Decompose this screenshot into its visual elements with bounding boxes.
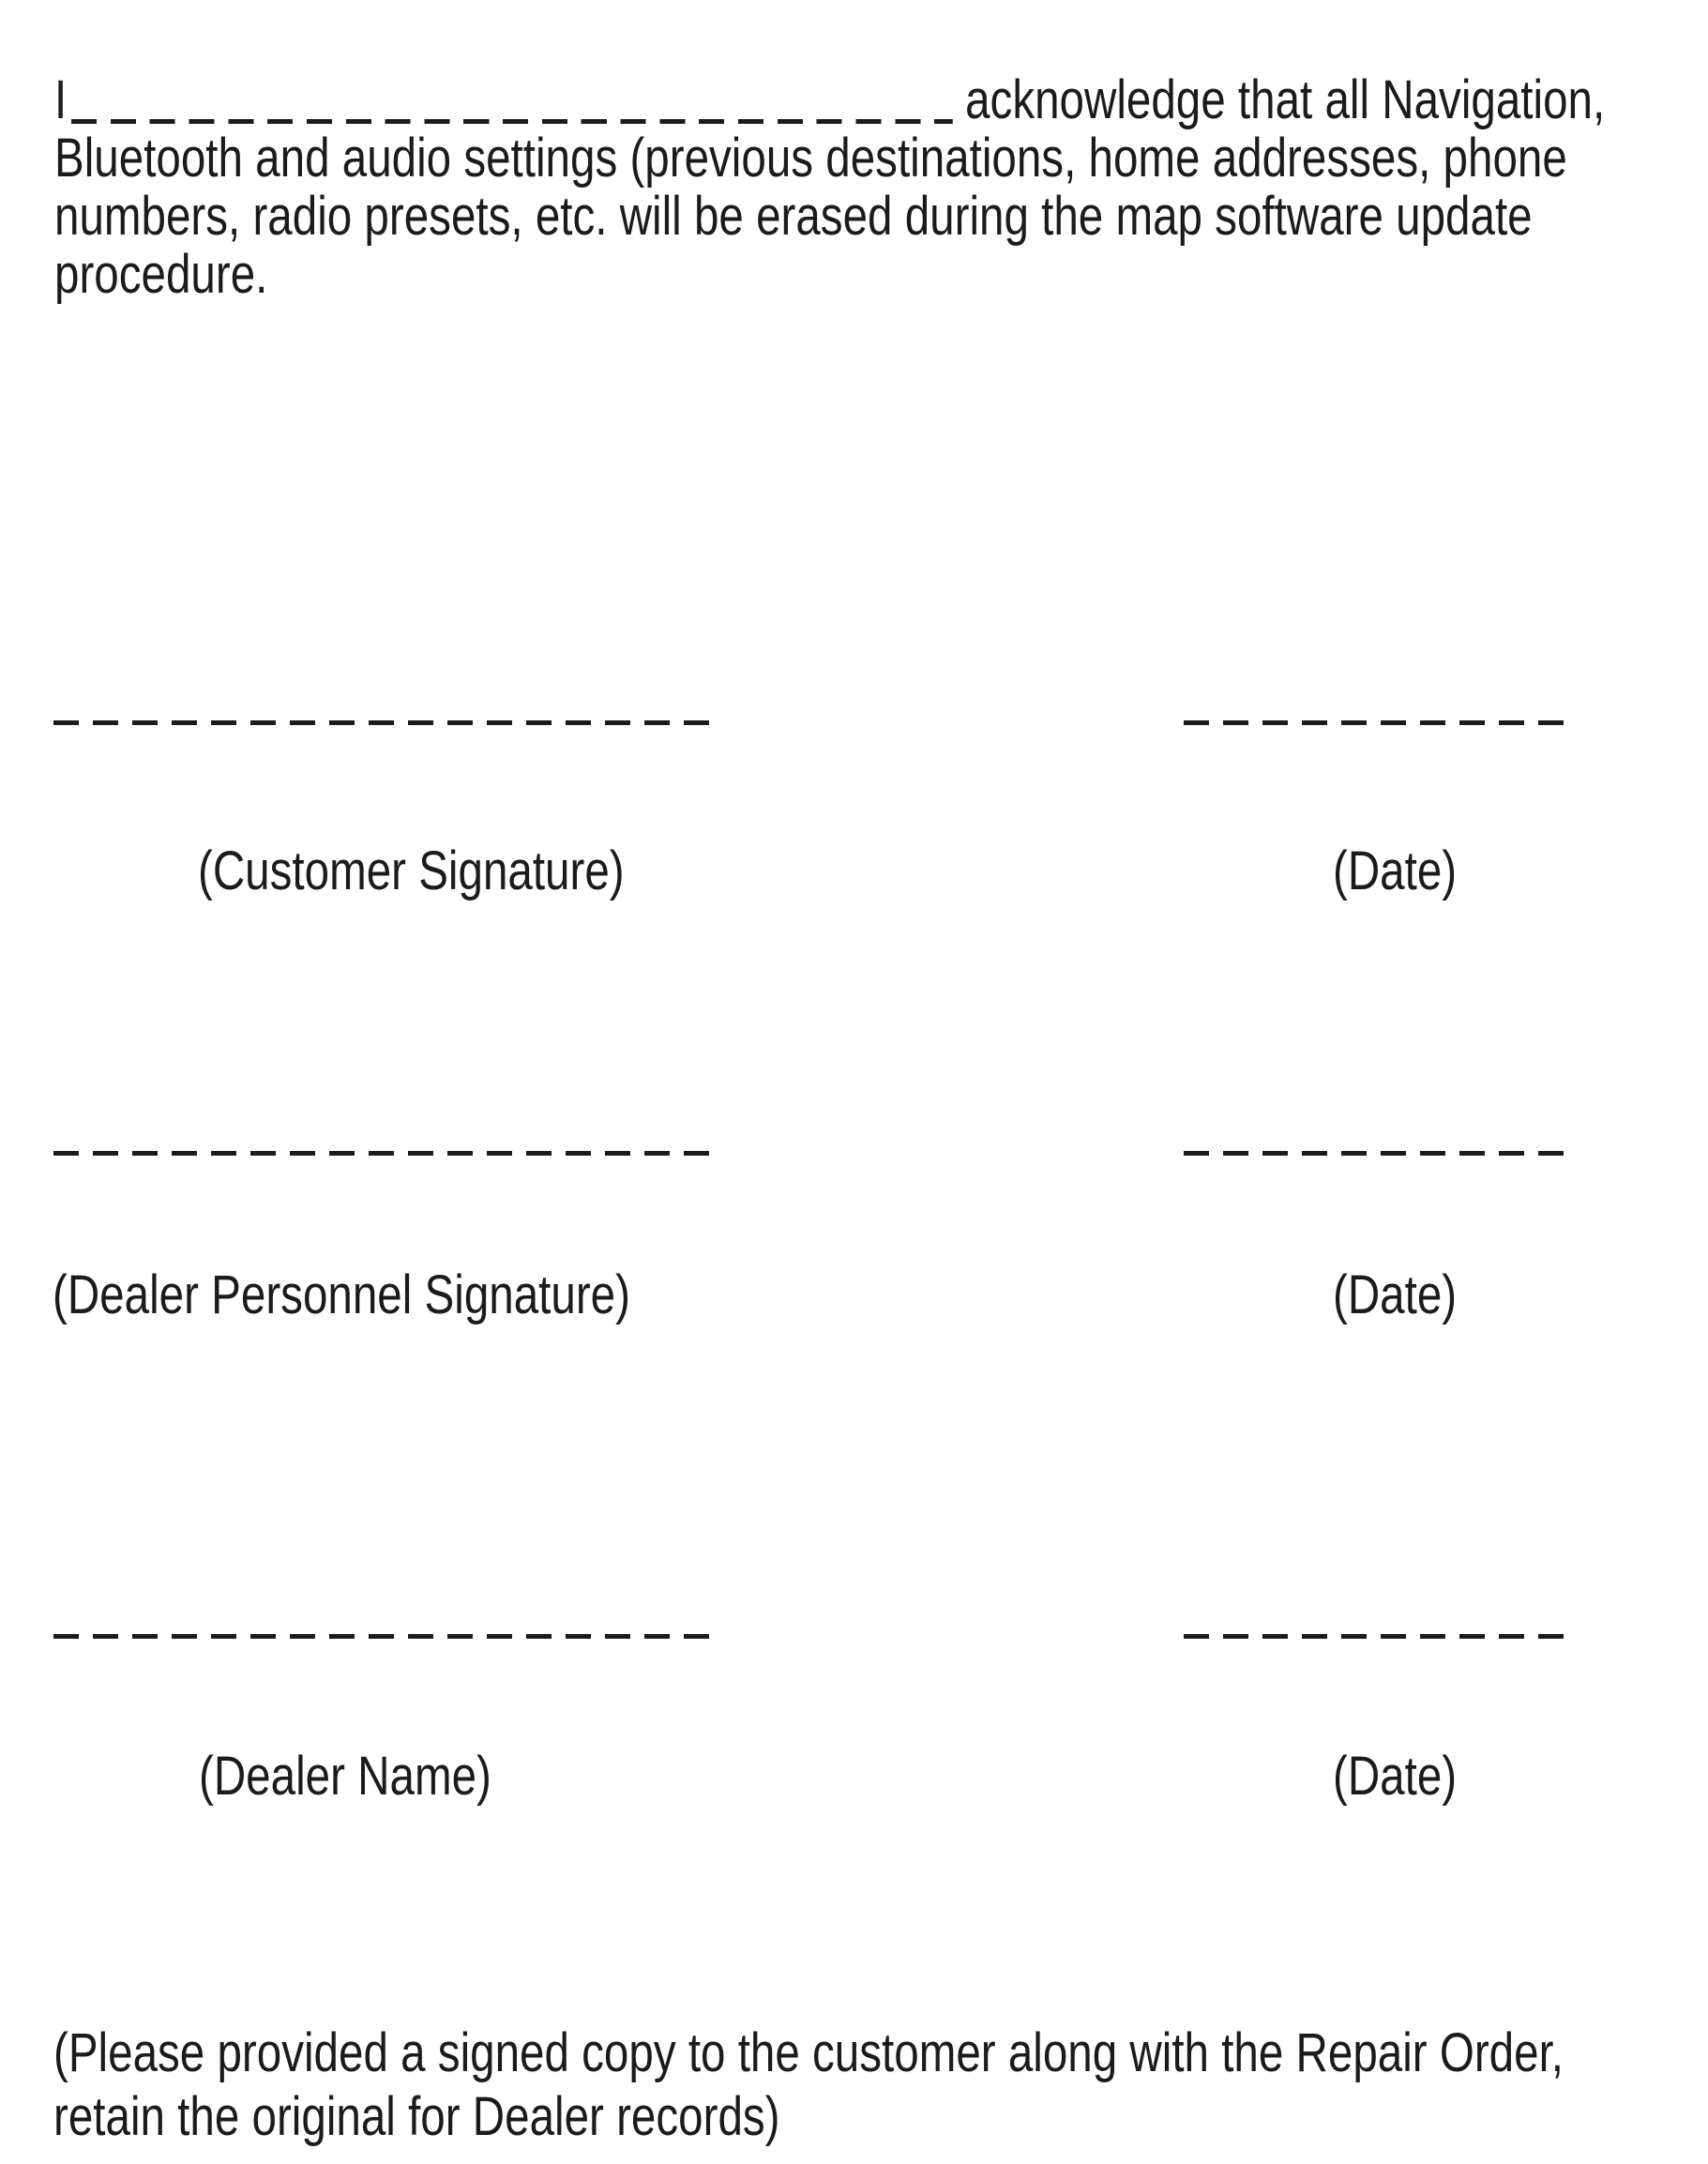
customer-name-blank-line — [71, 119, 953, 124]
customer-signature-line — [53, 720, 709, 725]
customer-signature-date-line — [1184, 720, 1564, 725]
dealer-name-date-line — [1184, 1634, 1564, 1639]
dealer-personnel-signature-label: (Dealer Personnel Signature) — [53, 1264, 630, 1325]
acknowledgement-line-1-text: acknowledge that all Navigation, — [965, 69, 1606, 130]
dealer-name-line — [53, 1634, 709, 1639]
footer-note — [53, 2021, 1564, 2149]
footer-note-line-1: (Please provided a signed copy to the customer along with the Repair Order, — [53, 2022, 1564, 2083]
customer-signature-date-label: (Date) — [1333, 840, 1458, 901]
acknowledgement-line-4: procedure. — [54, 244, 268, 305]
dealer-name-label: (Dealer Name) — [199, 1746, 491, 1807]
acknowledgement-line-2: Bluetooth and audio settings (previous destinations, home addresses, phone — [54, 128, 1567, 189]
acknowledgement-paragraph — [54, 71, 1605, 304]
acknowledgement-line-1 — [54, 71, 1605, 129]
footer-note-line-2: retain the original for Dealer records) — [53, 2086, 780, 2147]
dealer-personnel-signature-date-line — [1184, 1151, 1564, 1156]
dealer-personnel-signature-date-label: (Date) — [1333, 1264, 1458, 1325]
dealer-name-date-label: (Date) — [1333, 1746, 1458, 1807]
dealer-personnel-signature-line — [53, 1151, 709, 1156]
acknowledgement-line-3: numbers, radio presets, etc. will be erased during the map software update — [54, 186, 1533, 247]
customer-signature-label: (Customer Signature) — [198, 840, 625, 901]
acknowledgement-prefix: I — [54, 69, 68, 130]
